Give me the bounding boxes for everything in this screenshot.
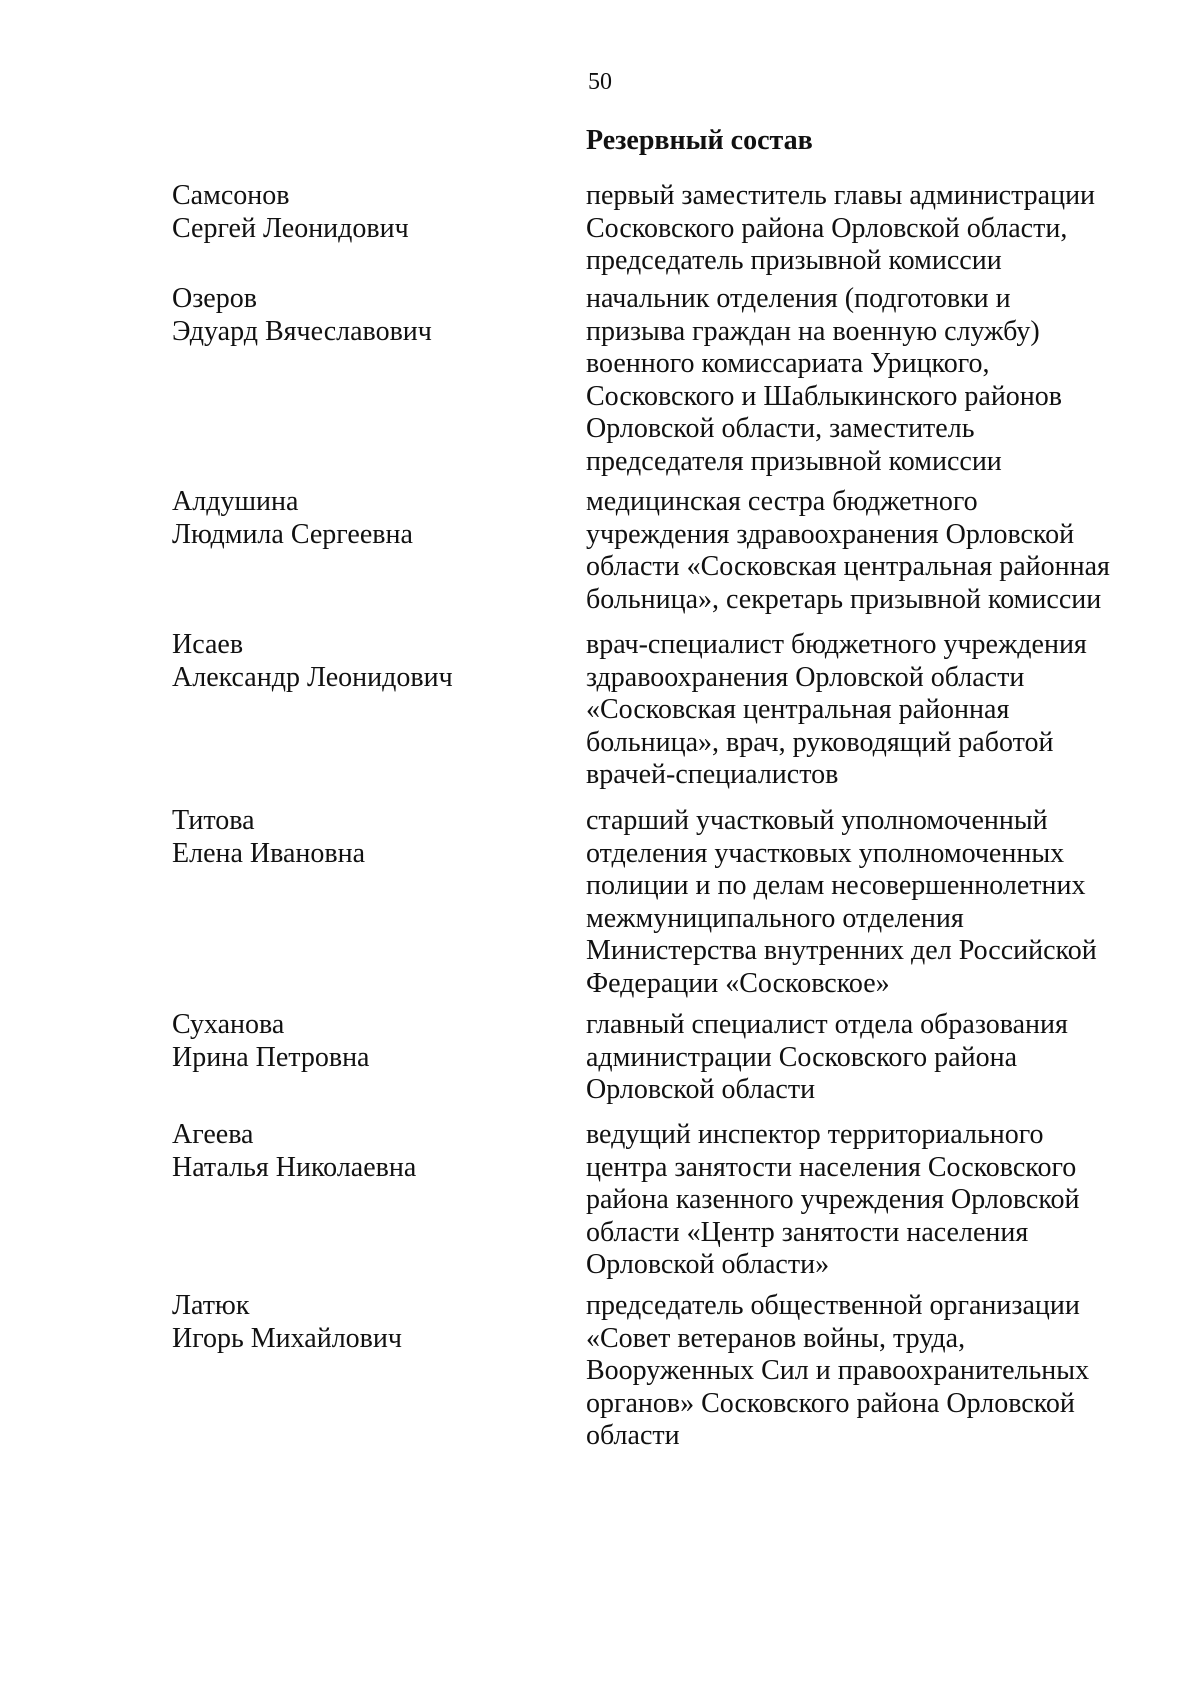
member-surname: Титова <box>172 805 255 836</box>
position-line: старший участковый уполномоченный <box>586 805 1048 836</box>
position-line: первый заместитель главы администрации <box>586 180 1096 211</box>
member-position <box>586 283 1146 478</box>
position-line: врач-специалист бюджетного учреждения <box>586 629 1087 660</box>
member-surname: Латюк <box>172 1290 250 1321</box>
member-given-names: Людмила Сергеевна <box>172 518 413 550</box>
position-line: здравоохранения Орловской области <box>586 661 1025 693</box>
member-surname: Агеева <box>172 1119 254 1150</box>
position-line: больница», врач, руководящий работой <box>586 726 1054 758</box>
member-surname: Исаев <box>172 629 244 660</box>
member-position <box>586 805 1146 1000</box>
member-surname: Суханова <box>172 1009 285 1040</box>
position-line: Вооруженных Сил и правоохранительных <box>586 1355 1090 1386</box>
position-line: области «Центр занятости населения <box>586 1216 1029 1248</box>
position-line: Сосковского района Орловской области, <box>586 212 1068 244</box>
member-name <box>172 180 572 245</box>
member-name <box>172 1119 572 1184</box>
position-line: Орловской области» <box>586 1249 830 1280</box>
position-line: области <box>586 1420 680 1451</box>
position-line: центра занятости населения Сосковского <box>586 1151 1077 1183</box>
position-line: учреждения здравоохранения Орловской <box>586 518 1075 550</box>
member-given-names: Эдуард Вячеславович <box>172 315 432 347</box>
member-name <box>172 1290 572 1355</box>
member-position <box>586 486 1146 616</box>
member-name <box>172 1009 572 1074</box>
member-name <box>172 283 572 348</box>
member-given-names: Сергей Леонидович <box>172 212 409 244</box>
position-line: Орловской области, заместитель <box>586 413 975 444</box>
position-line: больница», секретарь призывной комиссии <box>586 583 1102 615</box>
position-line: Министерства внутренних дел Российской <box>586 935 1097 966</box>
position-line: председатель призывной комиссии <box>586 245 1002 276</box>
section-title: Резервный состав <box>586 125 813 156</box>
member-name <box>172 629 572 694</box>
position-line: полиции и по делам несовершеннолетних <box>586 870 1086 901</box>
position-line: «Совет ветеранов войны, труда, <box>586 1322 966 1354</box>
member-given-names: Наталья Николаевна <box>172 1151 417 1183</box>
position-line: отделения участковых уполномоченных <box>586 837 1065 869</box>
position-line: Сосковского и Шаблыкинского районов <box>586 380 1063 412</box>
position-line: председателя призывной комиссии <box>586 445 1002 477</box>
page-number: 50 <box>588 69 612 95</box>
member-given-names: Елена Ивановна <box>172 837 366 869</box>
position-line: военного комиссариата Урицкого, <box>586 348 990 379</box>
member-given-names: Игорь Михайлович <box>172 1322 402 1354</box>
member-name <box>172 805 572 870</box>
member-surname: Самсонов <box>172 180 290 211</box>
position-line: медицинская сестра бюджетного <box>586 486 978 517</box>
position-line: администрации Сосковского района <box>586 1041 1017 1073</box>
position-line: председатель общественной организации <box>586 1290 1080 1321</box>
position-line: ведущий инспектор территориального <box>586 1119 1044 1150</box>
position-line: «Сосковская центральная районная <box>586 694 1010 725</box>
position-line: начальник отделения (подготовки и <box>586 283 1011 314</box>
member-name <box>172 486 572 551</box>
member-position <box>586 629 1146 792</box>
member-given-names: Александр Леонидович <box>172 661 453 693</box>
position-line: района казенного учреждения Орловской <box>586 1184 1080 1215</box>
member-surname: Алдушина <box>172 486 299 517</box>
position-line: Федерации «Сосковское» <box>586 967 890 999</box>
member-surname: Озеров <box>172 283 257 314</box>
position-line: органов» Сосковского района Орловской <box>586 1387 1075 1419</box>
member-given-names: Ирина Петровна <box>172 1041 370 1073</box>
position-line: области «Сосковская центральная районная <box>586 551 1110 582</box>
member-position <box>586 1009 1146 1107</box>
member-position <box>586 1290 1146 1453</box>
position-line: межмуниципального отделения <box>586 902 964 934</box>
member-position <box>586 1119 1146 1282</box>
member-position <box>586 180 1146 278</box>
position-line: Орловской области <box>586 1074 816 1105</box>
position-line: главный специалист отдела образования <box>586 1009 1068 1040</box>
position-line: призыва граждан на военную службу) <box>586 315 1040 347</box>
position-line: врачей-специалистов <box>586 759 839 790</box>
